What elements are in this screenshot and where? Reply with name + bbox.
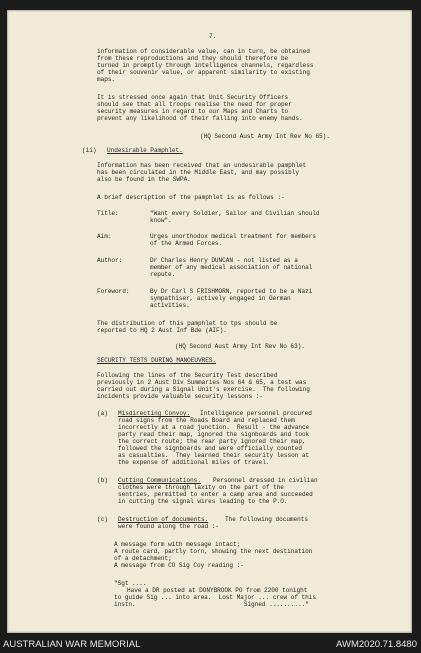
section-ii-number: (ii) (82, 147, 97, 154)
document-item: A message form with message intact; (114, 541, 241, 548)
para2-line: It is stressed once again that Unit Security Officers (97, 94, 289, 101)
para1-line: maps. (97, 76, 116, 83)
message-line: "Sgt .... (114, 580, 147, 587)
reference-1: (HQ Second Aust Army Int Rev No 65). (200, 133, 330, 140)
para1-line: information of considerable value, can in turn, be obtained (97, 48, 310, 55)
item-b-line: sentries, permitted to enter a camp area and succeeded (118, 491, 313, 498)
para2-line: prevent any likelihood of their falling into enemy hands. (97, 115, 303, 122)
footer-archive-name: AUSTRALIAN WAR MEMORIAL (3, 639, 141, 650)
aim-label: Aim: (97, 233, 112, 240)
item-a-title: Misdirecting Convoy. (118, 410, 191, 417)
foreword-value: activities. (150, 302, 190, 309)
para1-line: from these reproductions and they should therefore be (97, 55, 289, 62)
distribution-line: The distribution of this pamphlet to tps should be (97, 320, 278, 327)
para2-line: security measures in regard to our Maps and Charts to (97, 108, 289, 115)
footer-bar (0, 636, 421, 653)
item-b-line: in cutting the signal wires leading to the P.O. (118, 498, 288, 505)
item-c-line: were found along the road :- (118, 523, 219, 530)
title-value: know". (150, 217, 172, 224)
para3-line: has been circulated in the Middle East, and may possibly (97, 169, 299, 176)
para4-line: previously in 2 Aust Div Summaries Nos 64 & 65, a test was (97, 379, 307, 386)
para4-line: carried out during a Signal Unit's exercise. The following (97, 386, 310, 393)
message-line: Have a DR posted at DONYBROOK PO from 2200 tonight (127, 587, 308, 594)
item-a-line: incorrectly at a road junction. Result - the advance (118, 424, 310, 431)
item-a-line: followed the signboards and were officially counted (118, 445, 302, 452)
reference-2: (HQ Second Aust Army Int Rev No 63). (175, 343, 305, 350)
item-c-label: (c) (97, 516, 108, 523)
author-label: Author: (97, 257, 123, 264)
para3-line: Information has been received that an undesirable pamphlet (97, 162, 307, 169)
para4-line: incidents provide valuable security lessons :- (97, 393, 263, 400)
brief-description: A brief description of the pamphlet is as follows :- (97, 194, 285, 201)
message-line: instn. Signed .........." (114, 601, 309, 608)
aim-value: of the Armed Forces. (150, 240, 223, 247)
item-a-line: as casualties. They learned their security lesson at (118, 452, 310, 459)
title-value: "Want every Soldier, Sailor and Civilian should (150, 210, 320, 217)
para1-line: turned in promptly through intelligence channels, regardless (97, 62, 314, 69)
author-value: Dr Charles Henry DUNCAN - not listed as a (150, 257, 298, 264)
section-ii-title: Undesirable Pamphlet. (107, 147, 183, 154)
item-a-line: party read their map, ignored the signboards and took (118, 431, 310, 438)
document-item: A route card, partly torn, showing the next destination (114, 548, 313, 555)
author-value: member of any medical association of national (150, 264, 313, 271)
item-c-line: The following documents (225, 516, 308, 523)
distribution-line: reported to HQ 2 Aust Inf Bde (AIF). (97, 327, 227, 334)
item-a-line: Intelligence personnel procured (200, 410, 312, 417)
footer-accession-number: AWM2020.71.8480 (336, 639, 417, 650)
author-value: repute. (150, 271, 176, 278)
para3-line: also be found in the SWPA. (97, 176, 191, 183)
foreword-value: By Dr Carl S FRISHMORN, reported to be a Nazi (150, 288, 313, 295)
page-number: 7. (209, 33, 217, 40)
foreword-value: sympathiser, actively engaged in German (150, 295, 291, 302)
message-line: to guide Sig ... into area. Lost Major ... crew of this (114, 594, 316, 601)
item-a-line: the correct route; the rear party ignored their map, (118, 438, 306, 445)
title-label: Title: (97, 210, 119, 217)
document-item: A message from CO Sig Coy reading :- (114, 562, 244, 569)
para1-line: of their souvenir value, or apparent similarity to existing (97, 69, 310, 76)
aim-value: Urges unorthodox medical treatment for members (150, 233, 316, 240)
item-b-label: (b) (97, 477, 108, 484)
item-b-line: Personnel dressed in civilian (213, 477, 318, 484)
foreword-label: Foreword: (97, 288, 130, 295)
para4-line: Following the lines of the Security Test described (97, 372, 278, 379)
document-page (7, 10, 412, 633)
document-item: of a detachment; (114, 555, 172, 562)
item-a-line: road signs from the Roads Board and replaced them (118, 417, 295, 424)
item-a-line: the expense of additional miles of travel. (118, 459, 270, 466)
item-c-title: Destruction of documents. (118, 516, 209, 523)
para2-line: should see that all troops realise the need for proper (97, 101, 292, 108)
item-b-line: clothes were through laxity on the part of the (118, 484, 284, 491)
security-tests-title: SECURITY TESTS DURING MANOEUVRES. (97, 357, 217, 364)
item-a-label: (a) (97, 410, 108, 417)
item-b-title: Cutting Communications. (118, 477, 201, 484)
